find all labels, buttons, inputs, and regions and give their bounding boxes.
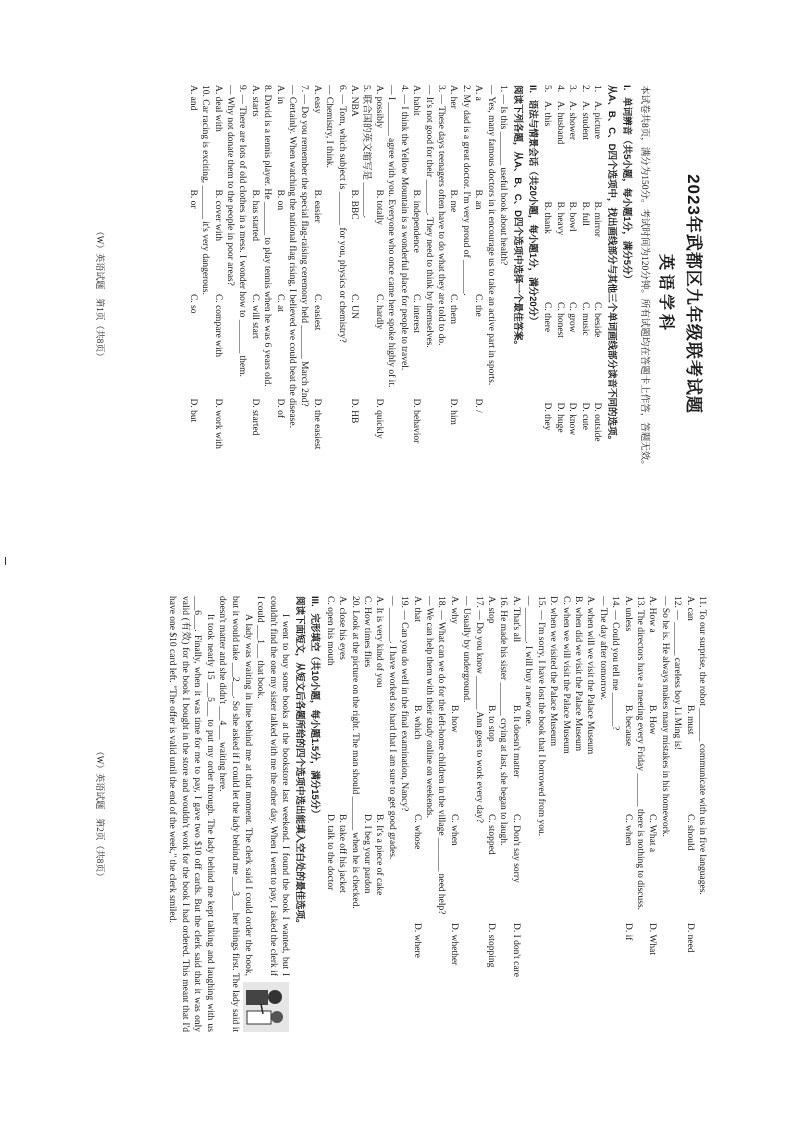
answer-options [323, 596, 335, 1032]
answer-option: D. of [274, 398, 285, 419]
question-text: 9. — There are lots of old clothes in a mess. I wonder how to _______ them. [237, 85, 248, 377]
answer-option: D. What [647, 923, 658, 956]
answer-options [211, 85, 223, 503]
question-number: 2. [579, 85, 590, 93]
answer-options [336, 596, 348, 1032]
answer-option: B. on [274, 189, 285, 211]
answer-options [248, 85, 260, 503]
answer-option: D. I don't care [510, 923, 521, 977]
question-text: 14. — Could you tell me _______? [610, 596, 621, 731]
answer-option: D. where [411, 923, 422, 958]
question-text: 1. — Is this _______ useful book about health? [497, 85, 508, 266]
question-text: 15. — I'm sorry, I have lost the book that I borrowed from you. [535, 596, 546, 837]
answer-option: D. need [684, 923, 695, 953]
answer-option: A. unless [622, 596, 633, 632]
answer-option: B. which [411, 705, 422, 740]
section-3-instruction: 阅读下面短文，从短文后各题所给的四个选项中选出能填入空白处的最佳选项。 [294, 596, 306, 929]
answer-option: A. shower [567, 101, 578, 141]
answer-option: B. must [684, 705, 695, 735]
answer-option: D. started [249, 398, 260, 436]
margin-tick [5, 557, 6, 565]
answer-option: C. when [622, 814, 633, 846]
phonetics-row [591, 85, 603, 503]
answer-options [273, 85, 285, 503]
answer-option: A. that [411, 596, 422, 622]
answer-options [447, 85, 459, 503]
question-text: 10. Car racing is exciting, _______ it's very dangerous. [200, 85, 211, 295]
answer-option: C. whose [411, 814, 422, 850]
phonetics-row [553, 85, 565, 503]
exam-title: 2023年武都区九年级联考试题 [684, 174, 703, 414]
answer-options [472, 85, 484, 503]
answer-option: D. they [542, 402, 553, 431]
question-text: — We can help them with their study online on weekends. [424, 596, 435, 818]
question-number: 4. [554, 85, 565, 93]
question-text: — The day after tomorrow. [597, 596, 608, 700]
question-text: — Chemistry, I think. [324, 85, 335, 169]
answer-option: A. habit [411, 85, 422, 116]
cloze-passage [165, 596, 291, 1032]
question-text: — Certainly. When watching the national flag rising, I believed we could beat the disease. [287, 85, 298, 428]
section-2-heading: II．语法与情景会话（共20小题，每小题1分，满分20分） [526, 85, 538, 326]
question-text: D. when we visited the Palace Museum [548, 596, 559, 747]
question-text: — _______. I have worked so hard that I am sure to get good grades. [386, 596, 397, 860]
answer-option: C. easiest [311, 294, 322, 331]
question-text: 3. — These days teenagers often have to do what they are told to do. [435, 85, 446, 346]
answer-option: C. the [473, 294, 484, 317]
section-1-heading: I．单词辨音（共5小题，每小题1分，满分5分） [621, 85, 632, 284]
answer-option: A. husband [554, 101, 565, 145]
answer-option: A. in [274, 85, 285, 104]
answer-option: D. stopping [486, 923, 497, 968]
answer-option: B. mirror [592, 201, 602, 237]
phonetics-row [578, 85, 590, 503]
answer-option: D. if [622, 923, 633, 941]
question-text: 19. — Can you do well in the final examination, Nancy? [399, 596, 410, 812]
answer-option: C. beside [592, 302, 602, 338]
question-text: — I _______ agree with you. Everyone who once came here spoke highly of it. [386, 85, 397, 388]
page-footer: （W）英语试题 第1页（共8页） [95, 226, 105, 362]
question-list [323, 596, 708, 1032]
answer-option: B. easier [311, 189, 322, 223]
answer-option: B. thank [542, 201, 553, 234]
answer-option: C. will start [249, 294, 260, 339]
answer-option: B. independence [411, 189, 422, 253]
answer-option: C. How times flies [362, 596, 373, 668]
question-text: 18. — What can we do for the left-home children in the village _______ need help? [436, 596, 447, 915]
answer-option: D. huge [554, 402, 565, 433]
answer-option: C. interest [411, 294, 422, 334]
question-text: A. when will we visit the Palace Museum [585, 596, 596, 755]
answer-option: A. picture [592, 101, 602, 139]
answer-option: B. has started [249, 189, 260, 241]
answer-option: B. because [622, 705, 633, 747]
question-text: — Usually by underground. [461, 596, 472, 703]
answer-options [621, 596, 633, 1032]
question-text: — So he is. He always makes many mistakes in his homework. [659, 596, 670, 837]
answer-option: A. possibly [373, 85, 384, 129]
answer-option: C. at [274, 294, 285, 312]
question-text: B. when did we visit the Palace Museum [572, 596, 583, 752]
answer-option: C. stopped [486, 814, 497, 855]
answer-option: C. should [684, 814, 695, 851]
answer-option: B. me [448, 189, 459, 213]
question-text: 12. — _______ careless boy Li Ming is! [672, 596, 683, 751]
answer-option: D. behavior [411, 398, 422, 444]
answer-option: B. totally [373, 189, 384, 225]
answer-option: D. cute [579, 402, 590, 430]
answer-option: A. starts [249, 85, 260, 117]
answer-option: B. full [579, 201, 590, 226]
answer-option: D. talk to the doctor [324, 814, 335, 891]
exam-subject: 英语学科 [657, 253, 674, 334]
answer-options [510, 596, 522, 1032]
answer-option: B. or [187, 189, 198, 209]
phonetics-list [541, 85, 603, 503]
page-footer: （W）英语试题 第2页（共8页） [95, 746, 105, 882]
answer-option: A. That's all [510, 596, 521, 643]
question-text: 5. 联合国的英文缩写是 _______. [361, 85, 372, 219]
answer-option: C. there [542, 302, 553, 333]
question-text: — It's not good for their _______. They need to think by themselves. [423, 85, 434, 348]
question-text: 6. — Tom, which subject is _______ for you, physics or chemistry? [336, 85, 347, 343]
question-text: — Why not donate them to the people in poor areas? [225, 85, 236, 286]
answer-option: A. It is very kind of you [374, 596, 385, 688]
answer-option: D. work with [212, 398, 223, 449]
question-text: 20. Look at the picture on the right. The man should _______ when he is checked. [349, 596, 360, 909]
exam-notice: 本试卷共8页，满分为150分。考试时间为120分钟。所有试题均在答题卡上作答，答题无效。 [639, 85, 649, 470]
answer-options [683, 596, 695, 1032]
answer-option: B. to stop [486, 705, 497, 742]
answer-option: A. easy [311, 85, 322, 114]
phonetics-row [566, 85, 578, 503]
answer-option: D. HB [349, 398, 360, 424]
answer-option: D. know [567, 402, 578, 436]
answer-options [373, 85, 385, 503]
answer-option: B. BBC [349, 189, 360, 220]
answer-option: C. hardly [373, 294, 384, 330]
answer-option: D. but [187, 398, 198, 423]
section-2-instruction: 阅读下列各题，从A、B、C、D四个选项中选择一个最佳答案。 [511, 85, 523, 350]
answer-option: C. so [187, 294, 198, 314]
answer-options [361, 596, 373, 1032]
answer-option: B. an [473, 189, 484, 210]
answer-option: A. NBA [349, 85, 360, 117]
answer-option: C. grow [567, 302, 578, 333]
answer-option: A. deal with [212, 85, 223, 132]
answer-option: A. student [579, 101, 590, 141]
answer-option: A. close his eyes [337, 596, 348, 660]
answer-option: B. It doesn't matter [510, 705, 521, 778]
answer-option: D. outside [592, 402, 602, 442]
answer-option: A. a [473, 85, 484, 101]
answer-option: C. open his mouth [324, 596, 335, 666]
question-text: 11. To our surprise, the robot _______ communicate with us in five languages. [697, 596, 707, 895]
answer-option: D. the easiest [311, 398, 322, 450]
answer-option: B. take off his jacket [337, 814, 348, 893]
question-number: 1. [592, 85, 602, 93]
passage-paragraph: I went to buy some books at the bookstore last weekend. I found the book I wanted, but I couldn't find the one my sister talked with me the other day. When I went to pay, I asked the clerk if I could ___1___ that book. [255, 596, 291, 976]
doctor-checkup-illustration [243, 982, 289, 1032]
answer-option: B. heavy [554, 201, 565, 236]
answer-option: B. bowl [567, 201, 578, 232]
answer-option: C. UN [349, 294, 360, 319]
question-text: 13. The directors have a meeting every Friday _______ there is nothing to discuss. [634, 596, 645, 911]
exam-page-1 [92, 85, 708, 503]
question-text: — Yes, many famous doctors in it encourage us to take an active part in sports. [485, 85, 496, 386]
answer-option: D. him [448, 398, 459, 425]
answer-option: C. compare with [212, 294, 223, 358]
answer-option: D. / [473, 398, 484, 413]
question-text: 7. — Do you remember the special flag-raising ceremony held _______ March 2nd? [299, 85, 310, 407]
answer-option: C. What a [647, 814, 658, 853]
answer-option: A. can [684, 596, 695, 621]
answer-option: D. quickly [373, 398, 384, 439]
answer-option: A. stop [486, 596, 497, 624]
question-list [186, 85, 509, 503]
answer-option: B. How [647, 705, 658, 735]
answer-options [186, 85, 198, 503]
answer-option: C. Don't say sorry [510, 814, 521, 883]
question-text: 2. My dad is a great doctor. I'm very proud of _______. [460, 85, 471, 296]
answer-option: C. music [579, 302, 590, 336]
answer-options [485, 596, 497, 1032]
answer-option: A. How a [647, 596, 658, 633]
passage-paragraph: A lady was waiting in line behind me at that moment. The clerk said I could order the book, but it would take ___2___. So she asked if I could let the lady behind me ___3___ her things first. The lady said it doesn't matter and she didn't ___4___ waiting here. [217, 596, 253, 1032]
answer-option: D. whether [448, 923, 459, 966]
answer-option: A. her [448, 85, 459, 109]
question-text: 4. — I think the Yellow Mountain is a wonderful place for people to travel. [398, 85, 409, 371]
phonetics-row [541, 85, 553, 503]
exam-page-2 [92, 596, 708, 1032]
question-text: 16. He made his sister _______ crying at last, she began to laugh. [498, 596, 509, 846]
section-1-instruction: 从A、B、C、D四个选项中，找出画线部分与其他三个单词画线部分读音不同的选项。 [606, 85, 617, 445]
question-text: 17. — Do you know _______ Ann goes to work every day? [473, 596, 484, 823]
answer-option: B. It's a piece of cake [374, 814, 385, 896]
answer-options [348, 85, 360, 503]
answer-option: C. when [448, 814, 459, 846]
answer-option: C. honest [554, 302, 565, 338]
answer-option: D. I beg your pardon [362, 814, 373, 894]
passage-paragraph: It took nearly 15 ___5___ to put my order through. The lady behind me kept talking and laughing with us ___6___. Finally, when it was time for me to pay, I gave two $10 off cards. But the clerk said that it was only valid (有效) for the book I bought in the store and wouldn't work for the book I had ordered. This meant that I'd have one $10 card left. "The offer is valid until the end of the week," the clerk smiled. [167, 596, 215, 1032]
question-text: C. when we will visit the Palace Museum [560, 596, 571, 754]
section-3-heading: III．完形填空（共10小题，每小题1.5分，满分15分） [309, 596, 321, 819]
question-number: 3. [567, 85, 578, 93]
answer-option: B. cover with [212, 189, 223, 241]
answer-option: A. why [448, 596, 459, 624]
answer-options [646, 596, 658, 1032]
answer-options [410, 85, 422, 503]
question-text: — _______. I will buy a new one. [523, 596, 534, 727]
question-text: 8. David is a tennis player. He _______ to play tennis when he was 6 years old. [262, 85, 273, 387]
answer-option: A. this [542, 101, 553, 127]
answer-option: B. how [448, 705, 459, 733]
answer-option: C. them [448, 294, 459, 325]
answer-option: A. and [187, 85, 198, 111]
answer-options [373, 596, 385, 1032]
answer-options [410, 596, 422, 1032]
question-number: 5. [542, 85, 553, 93]
answer-options [310, 85, 322, 503]
answer-options [447, 596, 459, 1032]
